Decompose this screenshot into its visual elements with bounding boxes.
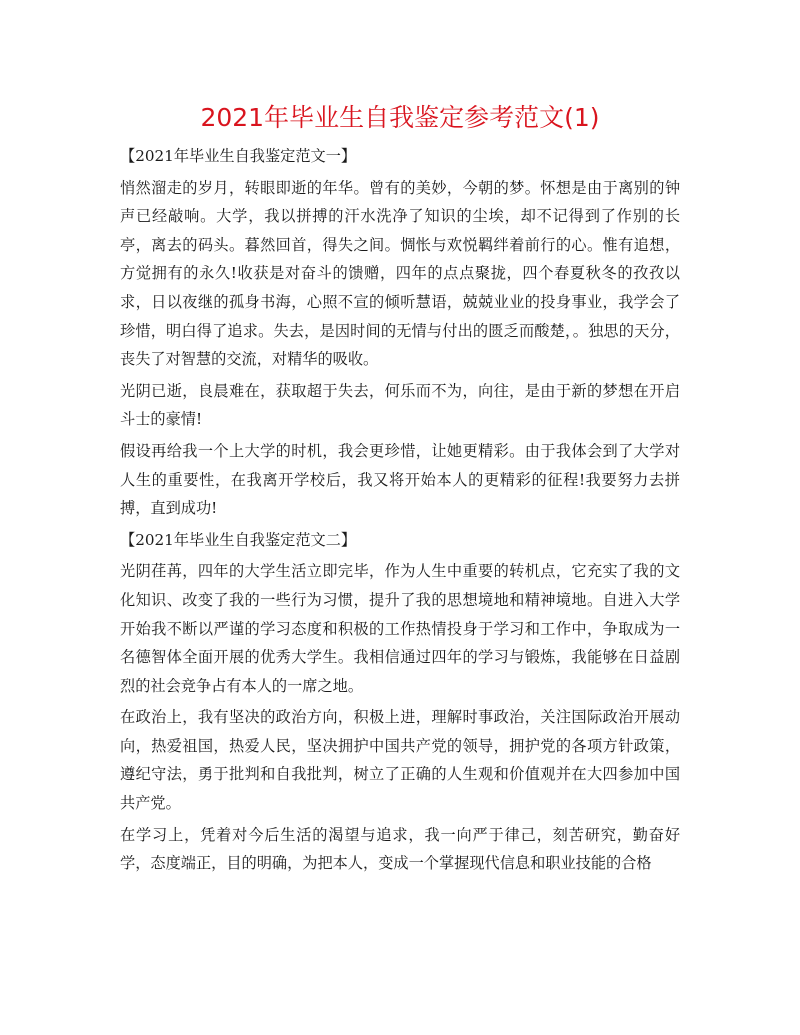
paragraph: 假设再给我一个上大学的时机，我会更珍惜，让她更精彩。由于我体会到了大学对人生的重要性，在我离开学校后，我又将开始本人的更精彩的征程!我要努力去拼搏，直到成功! bbox=[120, 441, 680, 518]
paragraph: 在政治上，我有坚决的政治方向，积极上进，理解时事政治，关注国际政治开展动向，热爱祖国，热爱人民，坚决拥护中国共产党的领导，拥护党的各项方针政策，遵纪守法，勇于批判和自我批判，树立了正确的人生观和价值观并在大四参加中国共产党。 bbox=[120, 708, 680, 813]
section-1 bbox=[120, 142, 680, 523]
section-heading: 【2021年毕业生自我鉴定范文二】 bbox=[120, 530, 357, 549]
document-body bbox=[120, 142, 680, 881]
document-title: 2021年毕业生自我鉴定参考范文(1) bbox=[200, 103, 600, 132]
section-heading: 【2021年毕业生自我鉴定范文一】 bbox=[120, 147, 357, 165]
paragraph: 光阴已逝，良晨难在，获取超于失去，何乐而不为，向往，是由于新的梦想在开启斗士的豪情! bbox=[120, 381, 680, 429]
paragraph: 悄然溜走的岁月，转眼即逝的年华。曾有的美妙，今朝的梦。怀想是由于离别的钟声已经敲响。大学，我以拼搏的汗水洗净了知识的尘埃，却不记得到了作别的长亭，离去的码头。暮然回首，得失之间。惆怅与欢悦羁绊着前行的心。惟有追想，方觉拥有的永久!收获是对奋斗的馈赠，四年的点点聚拢，四个春夏秋冬的孜孜以求，日以夜继的孤身书海，心照不宣的倾听慧语，兢兢业业的投身事业，我学会了珍惜，明白得了追求。失去，是因时间的无情与付出的匮乏而酸楚，。独思的天分，丧失了对智慧的交流，对精华的吸收。 bbox=[120, 178, 680, 369]
section-2 bbox=[120, 526, 680, 878]
paragraph: 光阴荏苒，四年的大学生活立即完毕，作为人生中重要的转机点，它充实了我的文化知识、改变了我的一些行为习惯，提升了我的思想境地和精神境地。自进入大学开始我不断以严谨的学习态度和积极的工作热情投身于学习和工作中，争取成为一名德智体全面开展的优秀大学生。我相信通过四年的学习与锻炼，我能够在日益剧烈的社会竞争占有本人的一席之地。 bbox=[120, 562, 680, 695]
paragraph: 在学习上，凭着对今后生活的渴望与追求，我一向严于律己，刻苦研究，勤奋好学，态度端正，目的明确，为把本人，变成一个掌握现代信息和职业技能的合格 bbox=[120, 825, 680, 873]
